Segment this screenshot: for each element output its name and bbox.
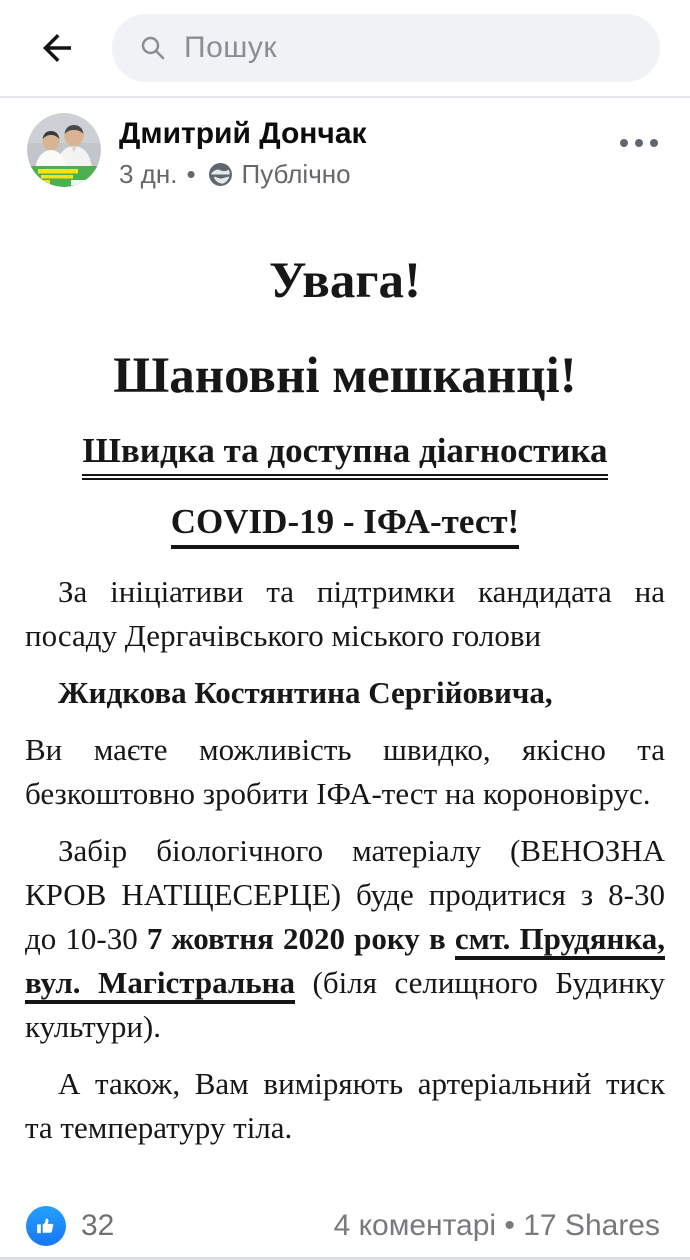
dot-icon: [620, 139, 628, 147]
like-count: 32: [81, 1209, 115, 1242]
dot-icon: [650, 139, 658, 147]
avatar-photo: [27, 113, 101, 187]
post-header: [0, 98, 690, 200]
like-count-group[interactable]: [26, 1206, 114, 1246]
poster-heading-2: Шановні мешканці!: [113, 348, 577, 404]
search-placeholder: Пошук: [184, 31, 277, 64]
back-button[interactable]: [34, 25, 80, 71]
avatar[interactable]: [27, 113, 101, 187]
poster-paragraph-3: Ви маєте можливість швидко, якісно та безкоштовно зробити ІФА-тест на короновірус.: [25, 732, 665, 811]
poster-subheading-2: [25, 502, 665, 549]
poster-paragraph-4-note: (біля селищного Будинку культури).: [25, 965, 665, 1044]
post-time: 3 дн.: [119, 159, 178, 189]
post-meta: [119, 159, 616, 190]
search-icon: [138, 33, 168, 63]
poster-paragraph-1: За ініціативи та підтримки кандидата на посаду Дергачівського міського голови: [25, 574, 665, 653]
arrow-left-icon: [36, 27, 78, 69]
poster-subheading-1: [25, 431, 665, 480]
poster-paragraph-4-text: Забір біологічного матеріалу (ВЕНОЗНА КРОВ НАТЩЕСЕРЦЕ) буде продитися з 8-30 до 10-30: [25, 833, 665, 956]
author-name[interactable]: Дмитрий Дончак: [119, 117, 367, 150]
author-block: [119, 113, 616, 190]
post-image[interactable]: [0, 252, 690, 1150]
post: [0, 98, 690, 1150]
poster-subheading-2-text: COVID-19 - ІФА-тест!: [171, 502, 519, 549]
search-bar[interactable]: [112, 14, 660, 82]
engagement-bar: [0, 1196, 690, 1256]
thumbs-up-icon: [35, 1215, 57, 1237]
like-reaction-badge: [26, 1206, 66, 1246]
poster-paragraph-4: [25, 829, 665, 1049]
poster-paragraph-2: Жидкова Костянтина Сергійовича,: [58, 675, 553, 710]
privacy-label: Публічно: [241, 159, 351, 189]
poster-paragraph-4-date: 7 жовтня 2020 року в: [146, 921, 455, 956]
top-navigation-bar: [0, 0, 690, 96]
poster-subheading-1-text: Швидка та доступна діагностика: [82, 431, 607, 480]
poster-paragraph-4-address: смт. Прудянка, вул. Магістральна: [25, 921, 665, 1004]
dot-icon: [635, 139, 643, 147]
comments-shares-count[interactable]: 4 коментарі • 17 Shares: [333, 1209, 660, 1242]
poster-paragraph-5: А також, Вам виміряють артеріальний тиск та температуру тіла.: [25, 1066, 665, 1145]
globe-icon: [208, 162, 233, 187]
meta-separator: •: [186, 159, 196, 189]
post-options-button[interactable]: [616, 129, 662, 157]
poster-heading-1: Увага!: [269, 253, 421, 309]
